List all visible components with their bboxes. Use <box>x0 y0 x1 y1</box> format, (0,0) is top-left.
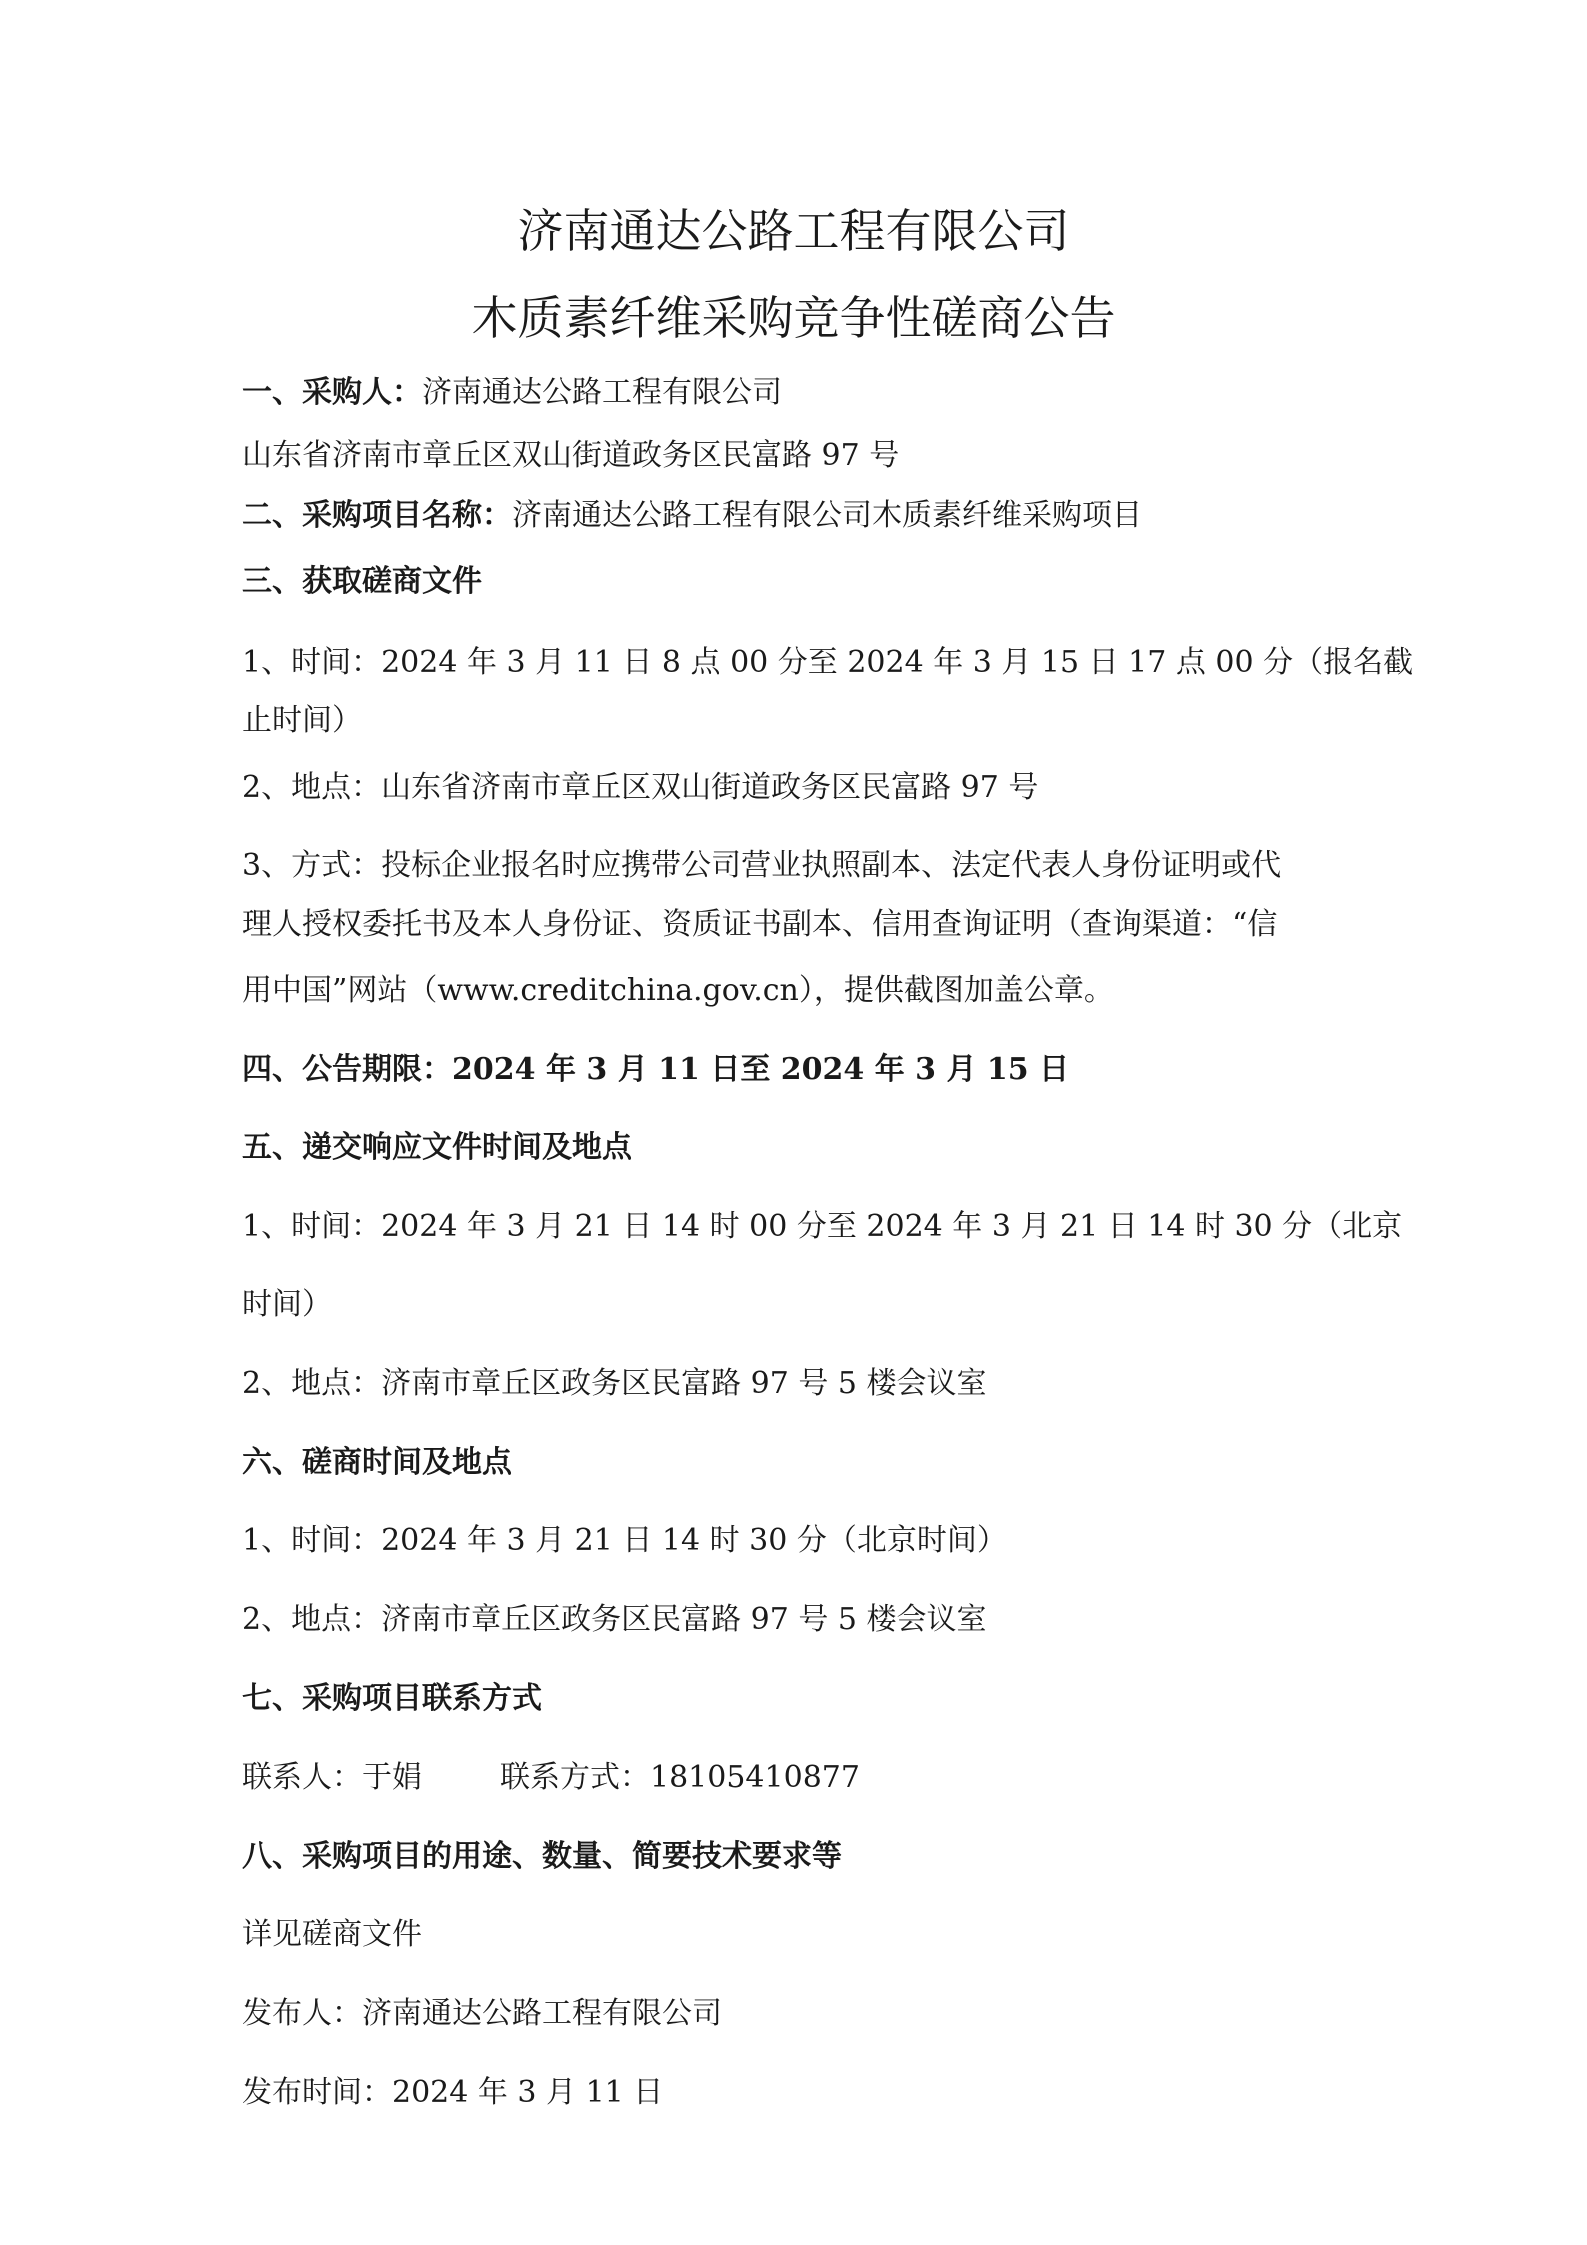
section-3-place: 2、地点：山东省济南市章丘区双山街道政务区民富路 97 号 <box>242 770 1039 805</box>
publish-time-line: 发布时间：2024 年 3 月 11 日 <box>242 2075 664 2110</box>
project-name-value: 济南通达公路工程有限公司木质素纤维采购项目 <box>512 498 1142 533</box>
purchaser-heading: 一、采购人： <box>242 375 422 410</box>
contact-person: 联系人：于娟 <box>242 1760 422 1795</box>
section-4-heading: 四、公告期限：2024 年 3 月 11 日至 2024 年 3 月 15 日 <box>242 1052 1070 1087</box>
section-3-time-line-2: 止时间） <box>242 703 362 738</box>
address-line: 山东省济南市章丘区双山街道政务区民富路 97 号 <box>242 438 900 473</box>
section-7-heading: 七、采购项目联系方式 <box>242 1681 542 1716</box>
section-8-heading: 八、采购项目的用途、数量、简要技术要求等 <box>242 1839 842 1874</box>
section-6-time: 1、时间：2024 年 3 月 21 日 14 时 30 分（北京时间） <box>242 1523 1007 1558</box>
section-3-time-line-1: 1、时间：2024 年 3 月 11 日 8 点 00 分至 2024 年 3 月 15 日 17 点 00 分（报名截 <box>242 645 1414 680</box>
company-title: 济南通达公路工程有限公司 <box>517 204 1070 258</box>
section-6-heading: 六、磋商时间及地点 <box>242 1445 512 1480</box>
section-3-method-line-2: 理人授权委托书及本人身份证、资质证书副本、信用查询证明（查询渠道：“信 <box>242 907 1278 942</box>
section-8-value: 详见磋商文件 <box>242 1917 422 1952</box>
section-3-method-line-3: 用中国”网站（www.creditchina.gov.cn），提供截图加盖公章。 <box>242 973 1114 1008</box>
section-5-time-line-2: 时间） <box>242 1287 332 1322</box>
section-5-place: 2、地点：济南市章丘区政务区民富路 97 号 5 楼会议室 <box>242 1366 987 1401</box>
project-name-heading: 二、采购项目名称： <box>242 498 512 533</box>
publisher-line: 发布人：济南通达公路工程有限公司 <box>242 1996 722 2031</box>
purchaser-value: 济南通达公路工程有限公司 <box>422 375 782 410</box>
project-name-line <box>242 496 1362 536</box>
section-6-place: 2、地点：济南市章丘区政务区民富路 97 号 5 楼会议室 <box>242 1602 987 1637</box>
contact-phone: 联系方式：18105410877 <box>500 1760 860 1795</box>
contact-line <box>242 1758 1362 1798</box>
section-5-heading: 五、递交响应文件时间及地点 <box>242 1130 632 1165</box>
section-5-time-line-1: 1、时间：2024 年 3 月 21 日 14 时 00 分至 2024 年 3 月 21 日 14 时 30 分（北京 <box>242 1209 1403 1244</box>
purchaser-line <box>242 373 1362 413</box>
announcement-title: 木质素纤维采购竞争性磋商公告 <box>471 291 1116 345</box>
section-3-heading: 三、获取磋商文件 <box>242 564 482 599</box>
section-3-method-line-1: 3、方式：投标企业报名时应携带公司营业执照副本、法定代表人身份证明或代 <box>242 848 1282 883</box>
